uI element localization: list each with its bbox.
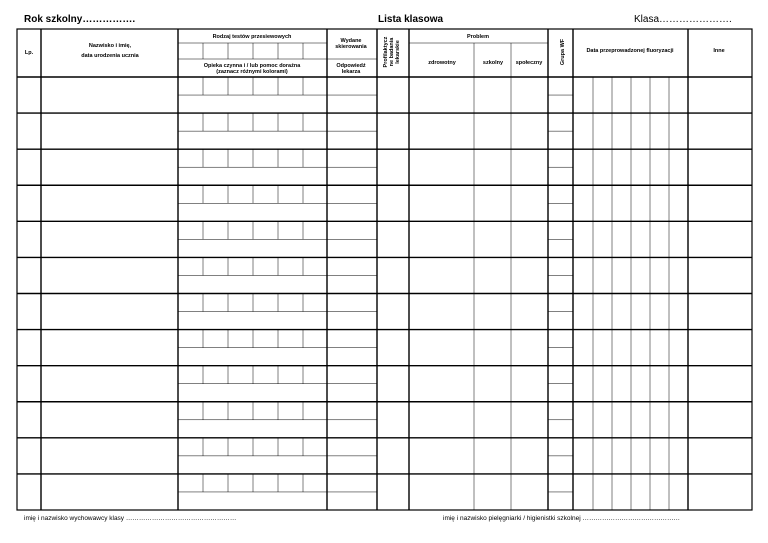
col-prophylaxis-header-line3: lekarskie: [395, 40, 401, 64]
page-title: Lista klasowa: [378, 14, 444, 25]
col-referral-header-line1: Wydane: [340, 38, 362, 44]
teacher-signature-field: imię i nazwisko wychowawcy klasy ……………………………………………: [24, 515, 237, 522]
col-response-header-line2: lekarza: [341, 69, 361, 75]
nurse-signature-field: imię i nazwisko pielęgniarki / higienistki szkolnej ………………………………………: [443, 515, 680, 522]
col-problem-health-header: zdrowotny: [428, 60, 456, 66]
col-prophylaxis-header-line1: Profilaktycz: [383, 36, 389, 68]
class-field: Klasa………………….: [634, 14, 732, 25]
col-other-header: Inne: [713, 48, 725, 54]
school-year-field: Rok szkolny…………….: [24, 14, 136, 25]
col-care-header-line1: Opieka czynna i / lub pomoc doraźna: [203, 63, 301, 69]
col-referral-header-line2: skierowania: [335, 44, 367, 50]
col-problem-header: Problem: [466, 34, 490, 40]
col-care-header-line2: (zaznacz różnymi kolorami): [216, 69, 288, 75]
col-name-header-line1: Nazwisko i imię,: [88, 43, 132, 49]
col-prophylaxis-header-line2: ne badania: [389, 37, 395, 67]
col-pe-group-header: Grupa WF: [560, 38, 566, 66]
col-lp-header: Lp.: [24, 50, 34, 56]
col-response-header-line1: Odpowiedź: [336, 63, 366, 69]
col-fluoridation-header: Data przeprowadzonej fluoryzacji: [586, 48, 674, 54]
col-name-header-line2: data urodzenia ucznia: [81, 53, 139, 59]
col-screening-header: Rodzaj testów przesiewowych: [212, 34, 292, 40]
col-problem-school-header: szkolny: [482, 60, 504, 66]
col-problem-social-header: społeczny: [515, 60, 543, 66]
